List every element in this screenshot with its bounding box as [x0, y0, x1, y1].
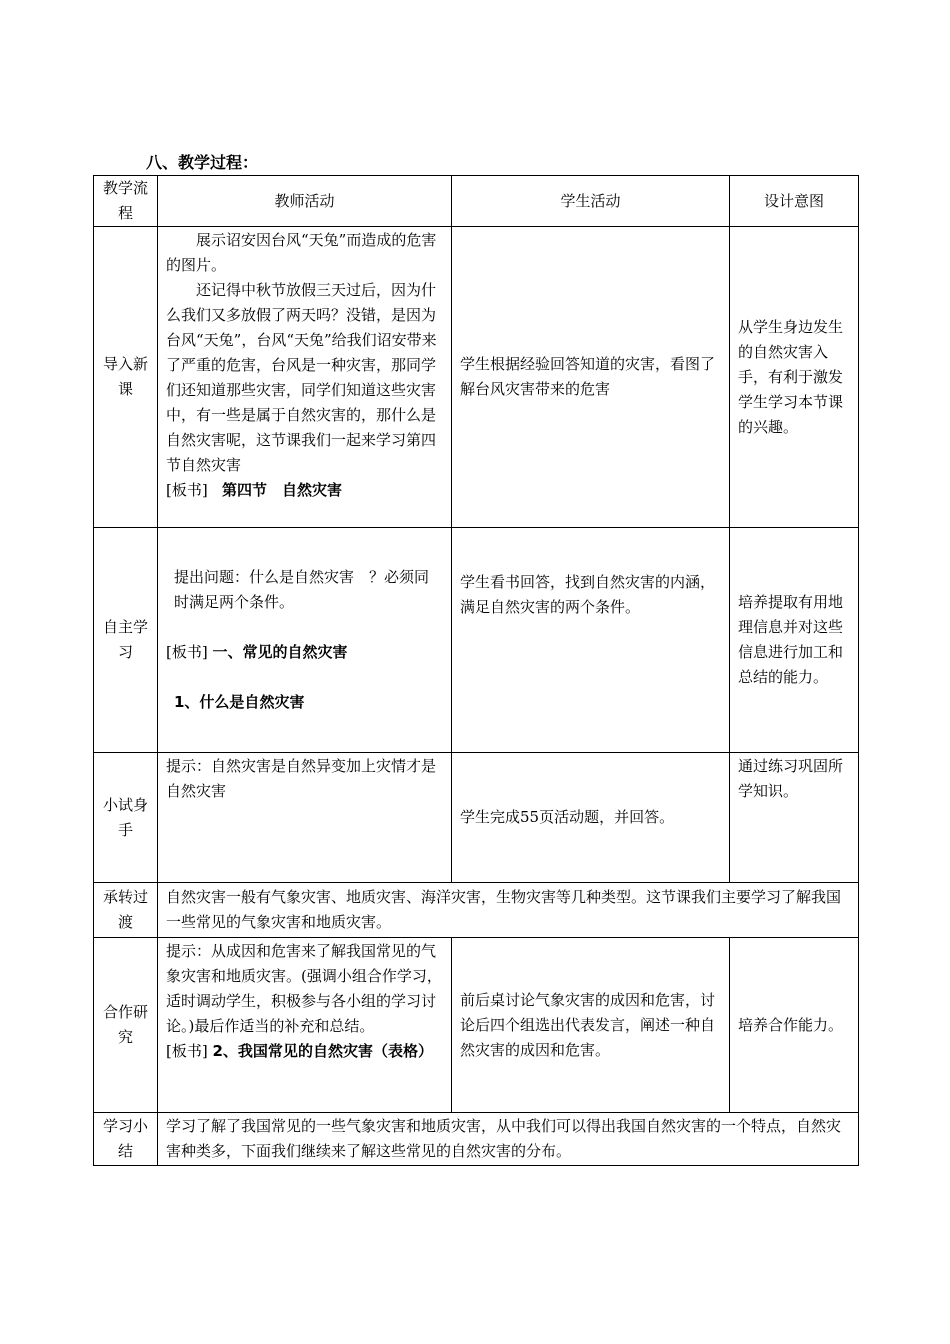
board-text: 第四节 自然灾害	[222, 481, 343, 499]
flow-intro: 导入新课	[94, 227, 158, 528]
student-try: 学生完成55页活动题，并回答。	[452, 753, 730, 883]
teacher-intro	[158, 227, 452, 528]
row-try	[94, 753, 859, 883]
board-text: 2、我国常见的自然灾害（表格）	[212, 1042, 433, 1060]
header-student: 学生活动	[452, 176, 730, 227]
teacher-self	[158, 528, 452, 753]
row-intro	[94, 227, 859, 528]
transition-text: 自然灾害一般有气象灾害、地质灾害、海洋灾害，生物灾害等几种类型。这节课我们主要学习了解我国一些常见的气象灾害和地质灾害。	[158, 883, 859, 938]
summary-text: 学习了解了我国常见的一些气象灾害和地质灾害，从中我们可以得出我国自然灾害的一个特点，自然灾害种类多，下面我们继续来了解这些常见的自然灾害的分布。	[158, 1113, 859, 1166]
sub-heading: 1、什么是自然灾害	[174, 693, 305, 711]
teacher-coop-p1: 提示：从成因和危害来了解我国常见的气象灾害和地质灾害。(强调小组合作学习，适时调动学生，积极参与各小组的学习讨论。)最后作适当的补充和总结。	[166, 942, 442, 1035]
intent-coop: 培养合作能力。	[730, 938, 859, 1113]
flow-summary: 学习小结	[94, 1113, 158, 1166]
teacher-try: 提示：自然灾害是自然异变加上灾情才是自然灾害	[158, 753, 452, 883]
header-row	[94, 176, 859, 227]
teacher-coop	[158, 938, 452, 1113]
teacher-self-p1: 提出问题：什么是自然灾害 ？必须同时满足两个条件。	[174, 568, 430, 611]
board-label: [板书]	[166, 481, 208, 499]
row-self	[94, 528, 859, 753]
header-flow: 教学流程	[94, 176, 158, 227]
student-intro: 学生根据经验回答知道的灾害，看图了解台风灾害带来的危害	[452, 227, 730, 528]
board-label: [板书]	[166, 1042, 208, 1060]
flow-try: 小试身手	[94, 753, 158, 883]
teacher-intro-p1: 展示诏安因台风“天兔”而造成的危害的图片。	[166, 231, 437, 274]
row-coop	[94, 938, 859, 1113]
row-transition	[94, 883, 859, 938]
teaching-process-table	[93, 175, 859, 1166]
board-intro	[166, 478, 443, 503]
board-self	[166, 640, 443, 665]
teacher-intro-p2: 还记得中秋节放假三天过后，因为什么我们又多放假了两天吗？没错，是因为台风“天兔”，台风“天兔”给我们诏安带来了严重的危害，台风是一种灾害，那同学们还知道那些灾害，同学们知道这些灾害中，有一些是属于自然灾害的，那什么是自然灾害呢，这节课我们一起来学习第四节自然灾害	[166, 281, 437, 474]
intent-self: 培养提取有用地理信息并对这些信息进行加工和总结的能力。	[730, 528, 859, 753]
flow-self: 自主学习	[94, 528, 158, 753]
flow-coop: 合作研究	[94, 938, 158, 1113]
student-self: 学生看书回答，找到自然灾害的内涵，满足自然灾害的两个条件。	[452, 528, 730, 753]
header-teacher: 教师活动	[158, 176, 452, 227]
board-coop	[166, 1039, 443, 1064]
board-label: [板书]	[166, 643, 208, 661]
student-coop: 前后桌讨论气象灾害的成因和危害，讨论后四个组选出代表发言，阐述一种自然灾害的成因和危害。	[452, 938, 730, 1113]
header-intent: 设计意图	[730, 176, 859, 227]
intent-try: 通过练习巩固所学知识。	[730, 753, 859, 883]
flow-transition: 承转过渡	[94, 883, 158, 938]
row-summary	[94, 1113, 859, 1166]
section-title: 八、教学过程：	[146, 153, 259, 172]
intent-intro: 从学生身边发生的自然灾害入手，有利于激发学生学习本节课的兴趣。	[730, 227, 859, 528]
board-text: 一、常见的自然灾害	[212, 643, 348, 661]
